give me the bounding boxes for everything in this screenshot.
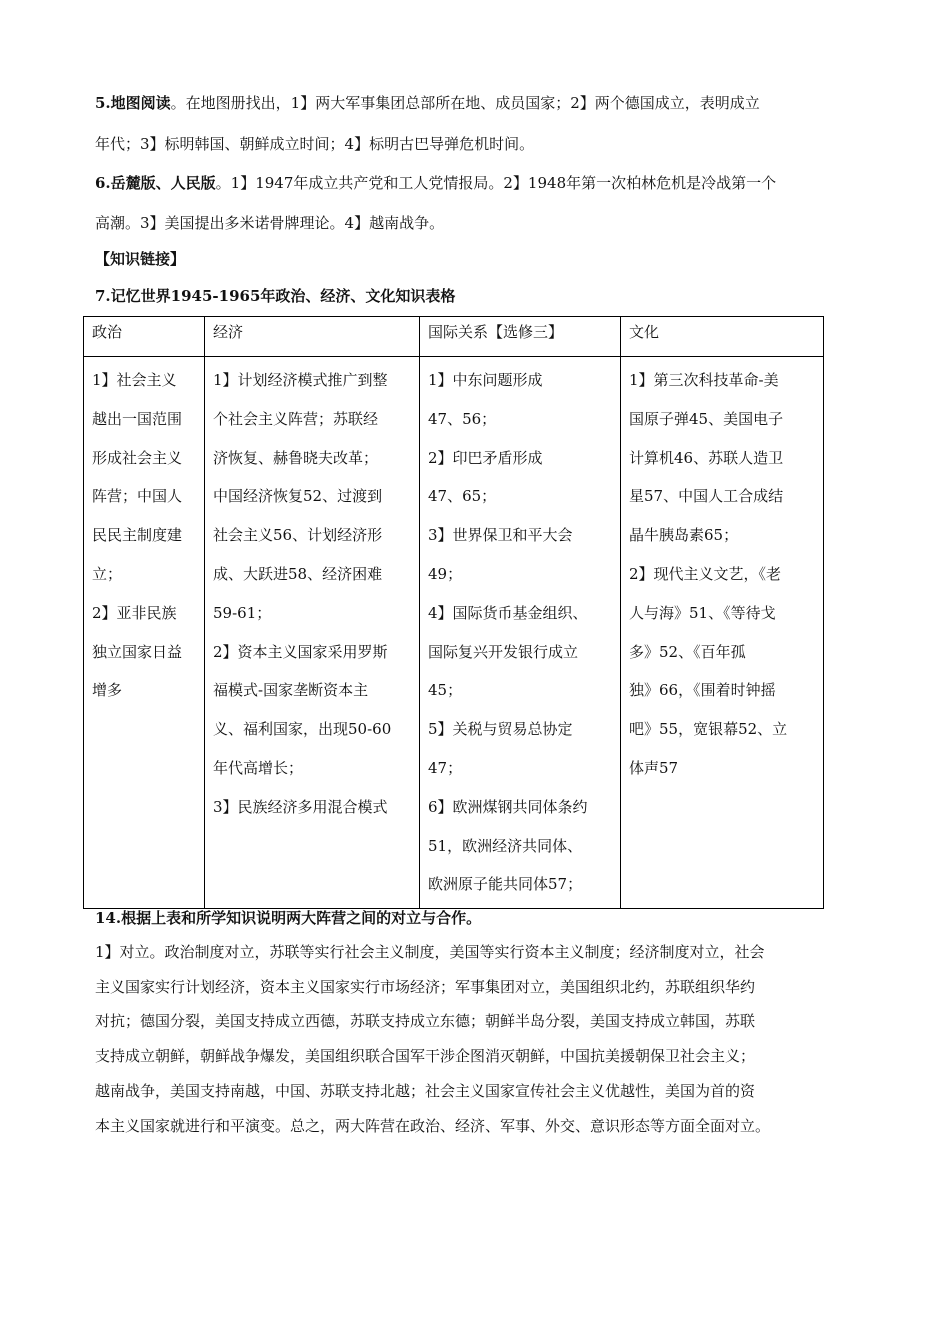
cell-international-relations — [420, 357, 621, 909]
cell-line: 成、大跃进58、经济困难 — [213, 564, 383, 583]
cell-line: 阵营；中国人 — [92, 487, 183, 506]
header-international-relations: 国际关系【选修三】 — [420, 317, 621, 357]
cell-line: 立； — [92, 564, 123, 583]
cell-line: 3】民族经济多用混合模式 — [213, 797, 388, 816]
cell-line: 59-61； — [213, 603, 272, 622]
cell-culture — [621, 357, 824, 909]
cell-line: 2】印巴矛盾形成 — [428, 448, 543, 467]
section-title: 【知识链接】 — [95, 250, 186, 268]
cell-line: 4】国际货币基金组织、 — [428, 603, 588, 622]
cell-line: 47、56； — [428, 409, 497, 428]
q5-title: 5.地图阅读 — [95, 94, 171, 112]
q6-text-1: 。1】1947年成立共产党和工人党情报局。2】1948年第一次柏林危机是冷战第一个 — [215, 174, 777, 192]
cell-line: 49； — [428, 564, 463, 583]
cell-line: 独立国家日益 — [92, 642, 183, 661]
cell-line: 吧》55，宽银幕52、立 — [629, 720, 788, 739]
header-culture: 文化 — [621, 317, 824, 357]
cell-line: 体声57 — [629, 758, 679, 777]
cell-line: 中国经济恢复52、过渡到 — [213, 487, 383, 506]
cell-line: 计算机46、苏联人造卫 — [629, 448, 784, 467]
cell-line: 47、65； — [428, 487, 497, 506]
cell-line: 2】亚非民族 — [92, 603, 177, 622]
cell-line: 增多 — [92, 681, 123, 700]
cell-line: 福模式-国家垄断资本主 — [213, 681, 369, 700]
table-row — [84, 357, 824, 909]
cell-line: 1】计划经济模式推广到整 — [213, 371, 388, 389]
answer-line: 主义国家实行计划经济，资本主义国家实行市场经济；军事集团对立，美国组织北约，苏联组织华约 — [95, 977, 756, 996]
q6-line-2: 高潮。3】美国提出多米诺骨牌理论。4】越南战争。 — [95, 214, 445, 232]
q6-title: 6.岳麓版、人民版 — [95, 174, 216, 192]
cell-line: 社会主义56、计划经济形 — [213, 526, 383, 545]
cell-economy — [205, 357, 420, 909]
cell-line: 济恢复、赫鲁晓夫改革； — [213, 448, 379, 467]
cell-line: 1】第三次科技革命-美 — [629, 371, 779, 389]
answer-line: 支持成立朝鲜，朝鲜战争爆发，美国组织联合国军干涉企图消灭朝鲜，中国抗美援朝保卫社会主义； — [95, 1047, 756, 1066]
header-politics: 政治 — [84, 317, 205, 357]
q7-title: 7.记忆世界1945-1965年政治、经济、文化知识表格 — [95, 287, 456, 305]
table-header-row — [84, 317, 824, 357]
cell-line: 个社会主义阵营；苏联经 — [213, 409, 379, 428]
cell-line: 晶牛胰岛素65； — [629, 526, 739, 545]
cell-line: 形成社会主义 — [92, 448, 183, 467]
q5-line-2: 年代；3】标明韩国、朝鲜成立时间；4】标明古巴导弹危机时间。 — [95, 135, 535, 153]
cell-line: 欧洲原子能共同体57； — [428, 875, 583, 894]
answer-line: 1】对立。政治制度对立，苏联等实行社会主义制度，美国等实行资本主义制度；经济制度对立，社会 — [95, 943, 765, 961]
q14-answer — [95, 935, 855, 1143]
q14-title: 14.根据上表和所学知识说明两大阵营之间的对立与合作。 — [95, 909, 482, 927]
cell-politics — [84, 357, 205, 909]
cell-line: 2】现代主义文艺，《老 — [629, 564, 782, 583]
q6-line-1 — [95, 172, 776, 193]
knowledge-table — [83, 316, 824, 909]
cell-line: 51，欧洲经济共同体、 — [428, 836, 583, 855]
header-economy: 经济 — [205, 317, 420, 357]
cell-line: 5】关税与贸易总协定 — [428, 720, 573, 739]
cell-line: 1】中东问题形成 — [428, 371, 543, 389]
cell-line: 民民主制度建 — [92, 526, 183, 545]
cell-line: 6】欧洲煤钢共同体条约 — [428, 797, 588, 816]
q5-text-1: 。在地图册找出，1】两大军事集团总部所在地、成员国家；2】两个德国成立，表明成立 — [170, 94, 760, 112]
cell-line: 1】社会主义 — [92, 371, 177, 389]
cell-line: 47； — [428, 758, 463, 777]
cell-line: 国际复兴开发银行成立 — [428, 642, 579, 661]
cell-line: 2】资本主义国家采用罗斯 — [213, 642, 388, 661]
cell-line: 3】世界保卫和平大会 — [428, 526, 573, 545]
cell-line: 星57、中国人工合成结 — [629, 487, 784, 506]
cell-line: 国原子弹45、美国电子 — [629, 409, 784, 428]
cell-line: 人与海》51、《等待戈 — [629, 603, 776, 622]
answer-line: 对抗；德国分裂，美国支持成立西德，苏联支持成立东德；朝鲜半岛分裂，美国支持成立韩国，苏联 — [95, 1012, 756, 1031]
cell-line: 独》66，《围着时钟摇 — [629, 681, 776, 700]
cell-line: 年代高增长； — [213, 758, 304, 777]
cell-line: 越出一国范围 — [92, 409, 183, 428]
answer-line: 越南战争，美国支持南越，中国、苏联支持北越；社会主义国家宣传社会主义优越性，美国为首的资 — [95, 1081, 756, 1100]
answer-line: 本主义国家就进行和平演变。总之，两大阵营在政治、经济、军事、外交、意识形态等方面全面对立。 — [95, 1116, 771, 1135]
cell-line: 多》52、《百年孤 — [629, 642, 746, 661]
q5-line-1 — [95, 92, 760, 113]
cell-line: 义、福利国家，出现50-60 — [213, 720, 392, 739]
cell-line: 45； — [428, 681, 463, 700]
